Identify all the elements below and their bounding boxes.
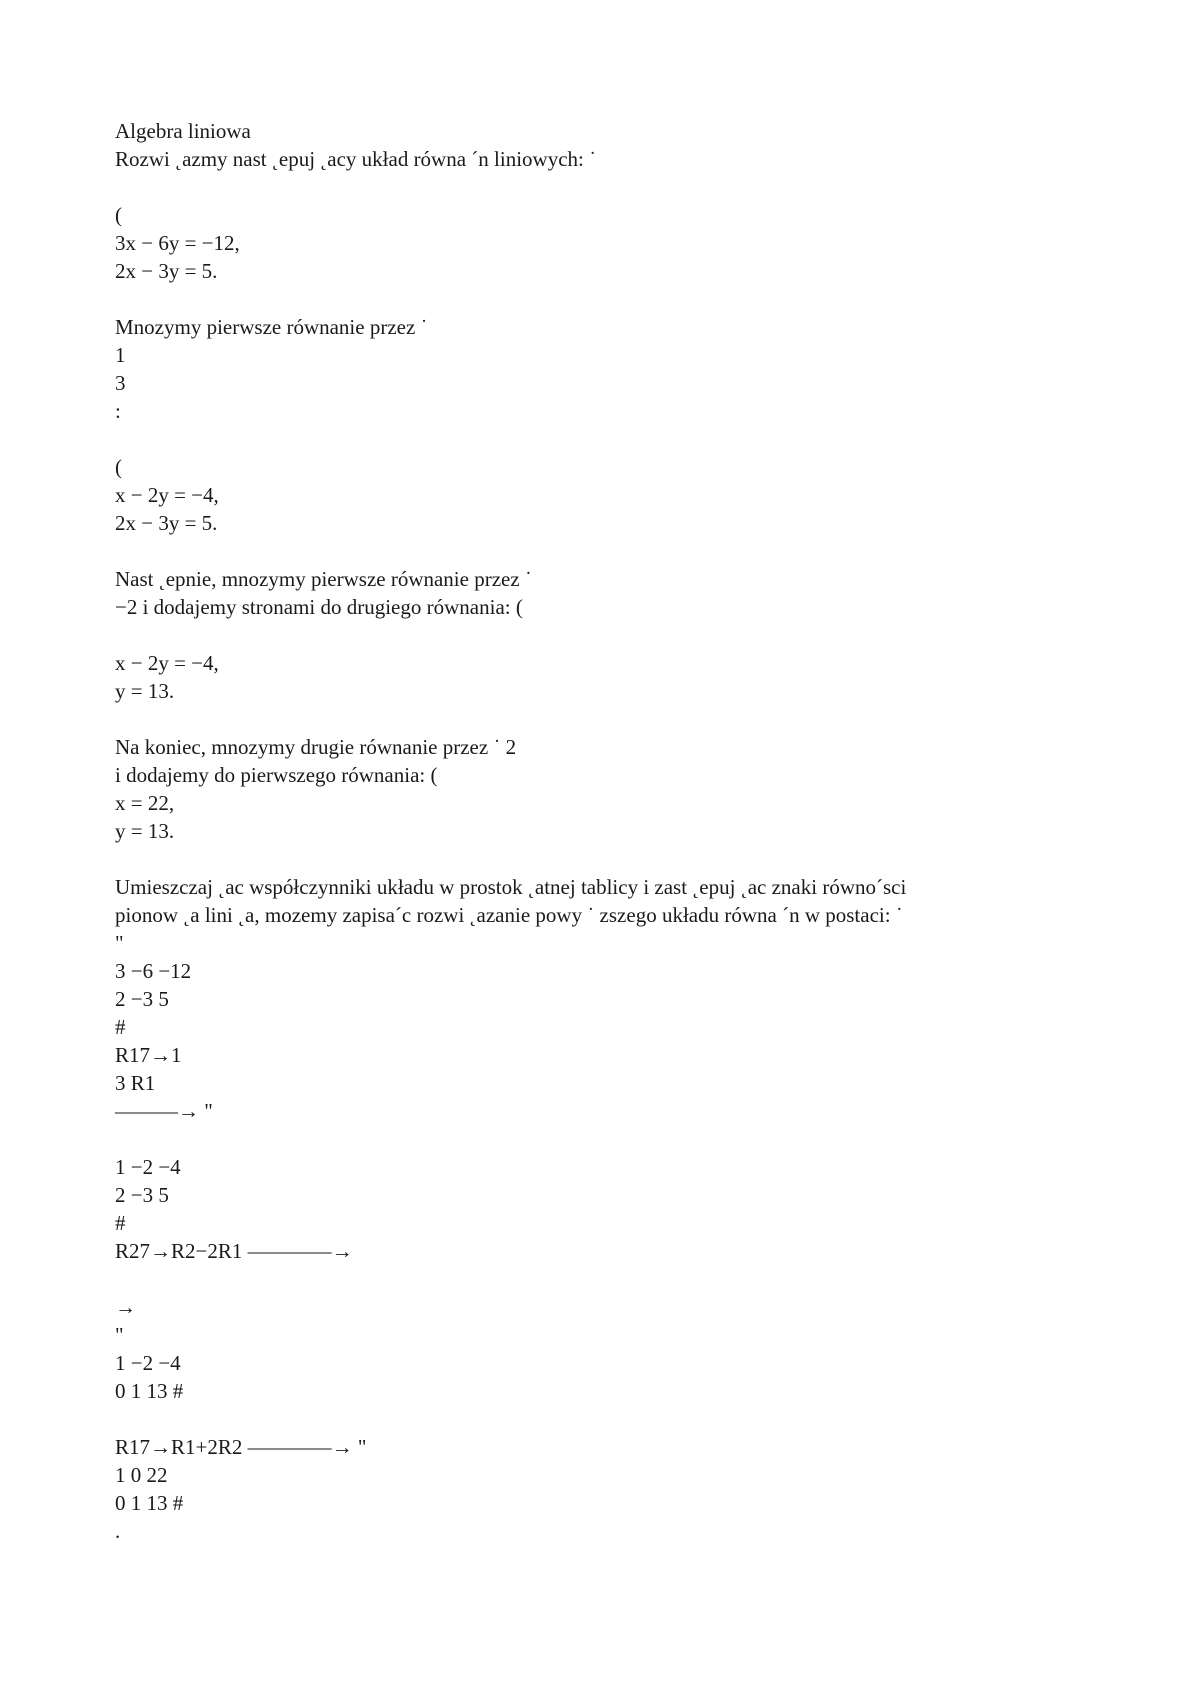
text-line: Rozwi ˛azmy nast ˛epuj ˛acy układ równa ´n liniowych: ˙	[115, 147, 597, 171]
equation-line: 2x − 3y = 5.	[115, 259, 218, 283]
matrix-bracket-line: #	[115, 1015, 126, 1039]
arrow-line: →	[115, 1295, 136, 1319]
text-line: −2 i dodajemy stronami do drugiego równania: (	[115, 595, 523, 619]
matrix-row: 1 0 22	[115, 1463, 168, 1487]
matrix-row: 0 1 13 #	[115, 1379, 184, 1403]
equation-line: 2x − 3y = 5.	[115, 511, 218, 535]
matrix-row: 1 −2 −4	[115, 1351, 181, 1375]
blank-line	[115, 845, 1115, 873]
matrix-row: 0 1 13 #	[115, 1491, 184, 1515]
text-line: Umieszczaj ˛ac współczynniki układu w prostok ˛atnej tablicy i zast ˛epuj ˛ac znaki równo´sci	[115, 875, 907, 899]
blank-line	[115, 705, 1115, 733]
equation-line: x − 2y = −4,	[115, 483, 219, 507]
matrix-bracket-line: "	[115, 931, 124, 955]
fraction-numerator: 1	[115, 343, 126, 367]
row-operation-line: 3 R1	[115, 1071, 156, 1095]
fraction-denominator: 3	[115, 371, 126, 395]
blank-line	[115, 425, 1115, 453]
equation-line: y = 13.	[115, 679, 175, 703]
arrow-line: ———→ "	[115, 1099, 213, 1123]
text-line: Nast ˛epnie, mnozymy pierwsze równanie przez ˙	[115, 567, 532, 591]
matrix-row: 2 −3 5	[115, 987, 169, 1011]
matrix-bracket-line: "	[115, 1323, 124, 1347]
document-title: Algebra liniowa	[115, 119, 251, 143]
text-line: Na koniec, mnozymy drugie równanie przez ˙ 2	[115, 735, 517, 759]
punctuation-line: .	[115, 1519, 121, 1543]
blank-line	[115, 285, 1115, 313]
equation-line: 3x − 6y = −12,	[115, 231, 240, 255]
blank-line	[115, 1125, 1115, 1153]
matrix-row: 1 −2 −4	[115, 1155, 181, 1179]
document-body	[115, 117, 1115, 1545]
blank-line	[115, 173, 1115, 201]
equation-line: x − 2y = −4,	[115, 651, 219, 675]
blank-line	[115, 1265, 1115, 1293]
blank-line	[115, 621, 1115, 649]
row-operation-line: R17→1	[115, 1043, 182, 1067]
brace-line: (	[115, 455, 122, 479]
row-operation-line: R27→R2−2R1 ————→	[115, 1239, 353, 1263]
text-line: i dodajemy do pierwszego równania: (	[115, 763, 438, 787]
matrix-row: 3 −6 −12	[115, 959, 192, 983]
equation-line: y = 13.	[115, 819, 175, 843]
blank-line	[115, 537, 1115, 565]
blank-line	[115, 1405, 1115, 1433]
punctuation-line: :	[115, 399, 121, 423]
text-line: pionow ˛a lini ˛a, mozemy zapisa´c rozwi ˛azanie powy ˙ zszego układu równa ´n w postaci: ˙	[115, 903, 903, 927]
equation-line: x = 22,	[115, 791, 175, 815]
matrix-bracket-line: #	[115, 1211, 126, 1235]
row-operation-line: R17→R1+2R2 ————→ "	[115, 1435, 367, 1459]
matrix-row: 2 −3 5	[115, 1183, 169, 1207]
brace-line: (	[115, 203, 122, 227]
text-line: Mnozymy pierwsze równanie przez ˙	[115, 315, 428, 339]
